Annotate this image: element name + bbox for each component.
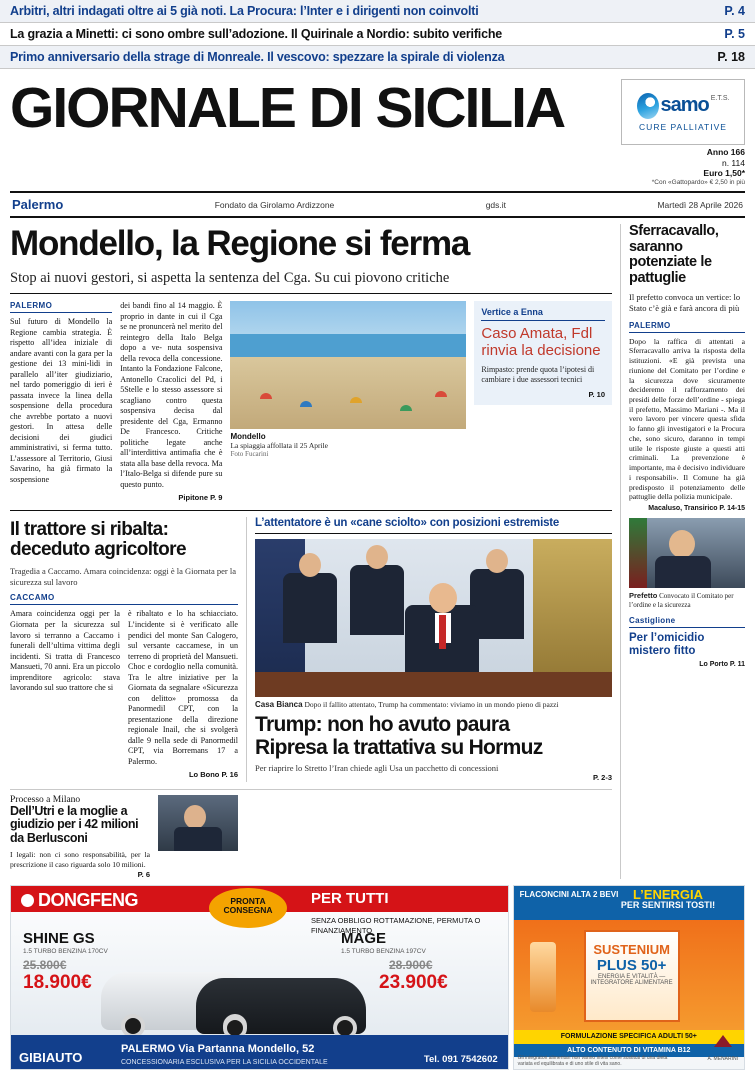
teaser-1-page: P. 4 [724, 4, 745, 18]
lead-subhead: Stop ai nuovi gestori, si aspetta la sentenza del Cga. Su cui piovono critiche [10, 270, 612, 294]
rail-title: Sferracavallo, saranno potenziate le pattuglie [629, 223, 719, 286]
formulation-bar: FORMULAZIONE SPECIFICA ADULTI 50+ [514, 1030, 744, 1044]
rail-kicker-2: Castiglione [629, 616, 745, 628]
rail-sub [629, 292, 745, 314]
lead-kicker: PALERMO [10, 301, 112, 313]
sponsor-tagline: CURE PALLIATIVE [639, 121, 727, 132]
lead-photo-block [230, 301, 466, 502]
enna-page: P. 10 [588, 389, 606, 399]
tractor-col-2-wrap [128, 609, 238, 779]
lead-body-1: Sul futuro di Mondello la Regione cambia strategia. È rispetto all’idea iniziale di andare avanti con la gara per la gestione dei 13 mini-lidi in parallelo all’iter giudiziario, nel tardo pomeriggio di ieri è passata invece la linea della sospensione della procedura che avrebbe portato a nuovi gestori. In attesa delle decisioni dei giudici amministrativi, si ferma tutto. L’assessore al Territorio, Giusi Savarino, ha già firmato la sospensione [10, 317, 113, 484]
tractor-article [10, 517, 238, 782]
tractor-title: Il trattore si ribalta: deceduto agricoltore [10, 519, 186, 561]
right-rail [620, 224, 745, 879]
model-2-name: MAGE [341, 929, 386, 947]
usa-caption-lead: Casa Bianca [255, 700, 303, 710]
tractor-body-1: Amara coincidenza oggi per la Giornata per la sicurezza sul lavoro si terranno a Caccamo i funerali dell’ultima vittima degli incidenti. Si tratta di Francesco Mansueti, 70 anni. Era un piccolo imprenditore agricolo: stava lavorando sul suo trattore che si [10, 609, 120, 693]
energia-sub-text: PER SENTIRSI TOSTI! [620, 899, 716, 910]
rail-byline-2: Lo Porto P. 11 [699, 661, 745, 669]
lead-photo-credit: Foto Fucarini [230, 450, 269, 459]
usa-title-line-1: Trump: non ho avuto paura [255, 713, 510, 737]
main-column [10, 224, 620, 879]
website-link[interactable]: gds.it [485, 199, 507, 210]
edition-price: Euro 1,50* [703, 168, 745, 179]
model-1-trim: 1.5 TURBO BENZINA 170CV [23, 947, 108, 955]
flag-strip [629, 518, 647, 588]
edition-info [0, 145, 755, 187]
product-descriptor: ENERGIA E VITALITÀ — INTEGRATORE ALIMENTARE [590, 973, 673, 986]
founder-line: Fondato da Girolamo Ardizzone [214, 199, 335, 210]
usa-title-line-2: Ripresa la trattativa su Hormuz [255, 735, 543, 759]
menarini-text: A. MENARINI [707, 1055, 738, 1062]
usa-photo-caption [255, 700, 612, 709]
lead-photo-caption-title: Mondello [230, 432, 266, 442]
tractor-kicker: CACCAMO [10, 593, 238, 605]
tie-detail [439, 615, 446, 649]
page-title: Mondello, la Regione si ferma [10, 224, 470, 263]
white-house-photo [255, 539, 612, 697]
sponsor-logo[interactable] [621, 79, 745, 145]
processo-article [10, 795, 612, 879]
rail-sub-text: Il prefetto convoca un vertice: lo Stato c’è già e farà ancora di più [629, 291, 741, 313]
rail-kicker: PALERMO [629, 321, 745, 333]
prefetto-caption-lead: Prefetto [629, 590, 658, 600]
dealer-name: GIBIAUTO [19, 1049, 83, 1065]
dongfeng-brand [21, 890, 138, 911]
teaser-strip-3[interactable] [0, 46, 755, 69]
lead-col-1 [10, 301, 112, 502]
sponsor-name: samo [660, 94, 709, 116]
enna-kicker: Vertice a Enna [481, 307, 605, 321]
swirl-icon [637, 93, 659, 119]
model-1-new-price: 18.900€ [23, 971, 92, 993]
ads-row [0, 879, 755, 1070]
vitamin-bar: ALTO CONTENUTO DI VITAMINA B12 [514, 1044, 744, 1057]
usa-kicker-head: L’attentatore è un «cane sciolto» con posizioni estremiste [255, 517, 612, 534]
tractor-body-2: è ribaltato e lo ha schiacciato. L’incidente si è verificato alle pendici del monte San Calogero, sul versante caccamese, in un terreno di proprietà del Mansueti. Choc e cordoglio nella comunità. Tra le altre iniziative per la Giornata da segnalare «Sicurezza con delitto» promossa da Panormedil CPT, con la presentazione della direzione regionale Inail, che si svolgerà dalle 9 nella sede di Panormedil CPT, via Borremans 17 a Palermo. [128, 609, 238, 766]
car-ad[interactable] [10, 885, 509, 1070]
processo-kicker: Processo a Milano [10, 794, 81, 805]
beach-photo [230, 301, 466, 429]
pronta-consegna-badge: PRONTA CONSEGNA [209, 888, 287, 928]
content-grid [0, 224, 755, 879]
energia-text: L’ENERGIA [632, 886, 704, 902]
newspaper-logo: GIORNALE DI SICILIA [10, 76, 565, 140]
enna-box-inner [474, 301, 612, 405]
per-tutti-label: PER TUTTI [311, 889, 389, 907]
enna-sub: Rimpasto: prende quota l’ipotesi di cambiare i due assessori tecnici [481, 365, 595, 385]
pharma-ad[interactable] [513, 885, 745, 1070]
masthead [0, 69, 755, 145]
brand-text: DONGFENG [38, 889, 139, 910]
flaconcini-label: FLACONCINI ALTA 2 BEVI [519, 889, 619, 899]
dealer-phone[interactable]: Tel. 091 7542602 [423, 1053, 498, 1065]
tractor-columns [10, 609, 238, 779]
teaser-2-page: P. 5 [724, 27, 745, 41]
usa-title [255, 714, 612, 759]
vial-icon [530, 942, 556, 1012]
edition-price-note: *Con «Gattopardo» € 2,50 in più [651, 178, 745, 186]
sponsor-mark [637, 93, 730, 119]
processo-body: I legali: non ci sono responsabilità, per la prescrizione il caso riguarda solo 10 milioni. [10, 850, 150, 870]
lead-article [10, 301, 612, 502]
person-figure [283, 573, 337, 643]
menarini-logo [707, 1035, 738, 1065]
product-name: SUSTENIUM [593, 941, 670, 957]
desk-band [255, 672, 612, 697]
lead-col-2 [120, 301, 222, 502]
prefetto-caption [629, 591, 745, 610]
processo-page: P. 6 [137, 869, 150, 879]
sponsor-sup: E.T.S. [710, 94, 730, 102]
lead-body-2: dei bandi fino al 14 maggio. È proprio in dante in cui il Cga se ne pronuncerà nel merito del reintegro della Italo Belga dopo a ve- nuta sospensiva della revoca della concessione. Intanto la Fondazione Falcone, Antonello Cracolici del Pd, i 5Stelle e lo stesso assessore si scagliano contro questa sospensiva decisa dal presidente del Cga, Ermanno De Francesco. Critiche politiche legate anche all’interdittiva antimafia che è stata alla base della revoca. Ma l’Italo-Belga si difende pure su questo punto. [120, 301, 223, 489]
teaser-1-text: Arbitri, altri indagati oltre ai 5 già noti. La Procura: l’Inter e i dirigenti non coinvolti [10, 4, 479, 18]
model-2-trim: 1.5 TURBO BENZINA 197CV [341, 947, 426, 955]
triangle-icon [714, 1035, 732, 1047]
prefetto-body [655, 556, 711, 588]
processo-text-block [10, 795, 150, 879]
portrait-body [174, 827, 222, 851]
usa-caption-text: Dopo il fallito attentato, Trump ha commentato: viviamo in un mondo pieno di pazzi [304, 700, 559, 710]
model-2-old-price: 28.900€ [389, 957, 433, 972]
usa-page: P. 2-3 [592, 772, 612, 782]
lead-photo-caption-text: La spiaggia affollata il 25 Aprile [230, 441, 329, 451]
usa-sub: Per riaprire lo Stretto l’Iran chiede agli Usa un pacchetto di concessioni [255, 762, 499, 773]
issue-date: Martedì 28 Aprile 2026 [657, 199, 743, 210]
prefetto-caption-text: Convocato il Comitato per l’ordine e la sicurezza [629, 591, 734, 609]
processo-title: Dell’Utri e la moglie a giudizio per i 42 milioni da Berlusconi [10, 803, 139, 845]
enna-box[interactable] [474, 301, 612, 502]
teaser-3-page: P. 18 [717, 50, 745, 64]
sea-band [230, 334, 466, 360]
mid-section [10, 517, 612, 782]
edition-year: Anno 166 [706, 147, 745, 157]
section-divider [10, 510, 612, 511]
teaser-strip-1[interactable] [0, 0, 755, 23]
portrait-head [184, 805, 206, 829]
edition-city: Palermo [12, 197, 64, 212]
model-1-name: SHINE GS [23, 929, 95, 947]
info-bar [10, 191, 745, 218]
teaser-2-text: La grazia a Minetti: ci sono ombre sull’adozione. Il Quirinale a Nordio: subito verifiche [10, 27, 503, 41]
dealer-address: PALERMO Via Partanna Mondello, 52 [121, 1042, 315, 1055]
section-divider-2 [10, 789, 612, 790]
usa-article [246, 517, 612, 782]
rail-title-2: Per l’omicidio mistero fitto [629, 632, 705, 658]
teaser-strip-2[interactable] [0, 23, 755, 46]
model-2-new-price: 23.900€ [379, 971, 448, 993]
brand-dot-icon [21, 894, 34, 907]
product-pack [584, 930, 680, 1022]
tractor-standfirst: Tragedia a Caccamo. Amara coincidenza: oggi è la Giornata per la sicurezza sul lavoro [10, 566, 237, 587]
lead-byline: Pipitone P. 9 [178, 493, 223, 503]
prefetto-photo [629, 518, 745, 588]
pharma-disclaimer: Gli integratori alimentari non vanno intesi come sostituti di una dieta variata ed equilibrata e di uno stile di vita sano. [517, 1054, 668, 1067]
tractor-byline: Lo Bono P. 16 [188, 770, 238, 780]
model-1-old-price: 25.800€ [23, 957, 67, 972]
dealer-address-sub: CONCESSIONARIA ESCLUSIVA PER LA SICILIA OCCIDENTALE [121, 1058, 328, 1066]
rail-body: Dopo la raffica di attentati a Sferracavallo arriva la risposta della istituzioni. «E già prevista una riunione del Comitato per l’ordine e la sicurezza dove sicuramente decideremo il rafforzamento dei presidi delle forze dell’ordine - spiega il prefetto, Massimo Mariani -. Ma il vero lavoro per vincere questa sfida lo fanno gli investigatori e la Procura che, sono sicuro, daranno in tempi utile le risposte giuste a questi atti criminali. La prevenzione è importante, ma è decisivo individuare i responsabili». Il Comune ha già predisposto il potenziamento delle pattuglie della polizia municipale. [629, 336, 745, 502]
energia-headline [598, 888, 738, 910]
edition-number: n. 114 [721, 157, 745, 168]
person-figure [350, 565, 404, 635]
processo-photo [158, 795, 238, 851]
rail-byline: Macaluso, Transirico P. 14-15 [648, 504, 745, 512]
prefetto-head [669, 530, 695, 558]
enna-title: Caso Amata, Fdl rinvia la decisione [481, 325, 601, 359]
promo-terms: SENZA OBBLIGO ROTTAMAZIONE, PERMUTA O FINANZIAMENTO [311, 915, 481, 935]
teaser-3-text: Primo anniversario della strage di Monreale. Il vescovo: spezzare la spirale di violenza [10, 50, 505, 64]
product-variant: PLUS 50+ [596, 956, 667, 974]
